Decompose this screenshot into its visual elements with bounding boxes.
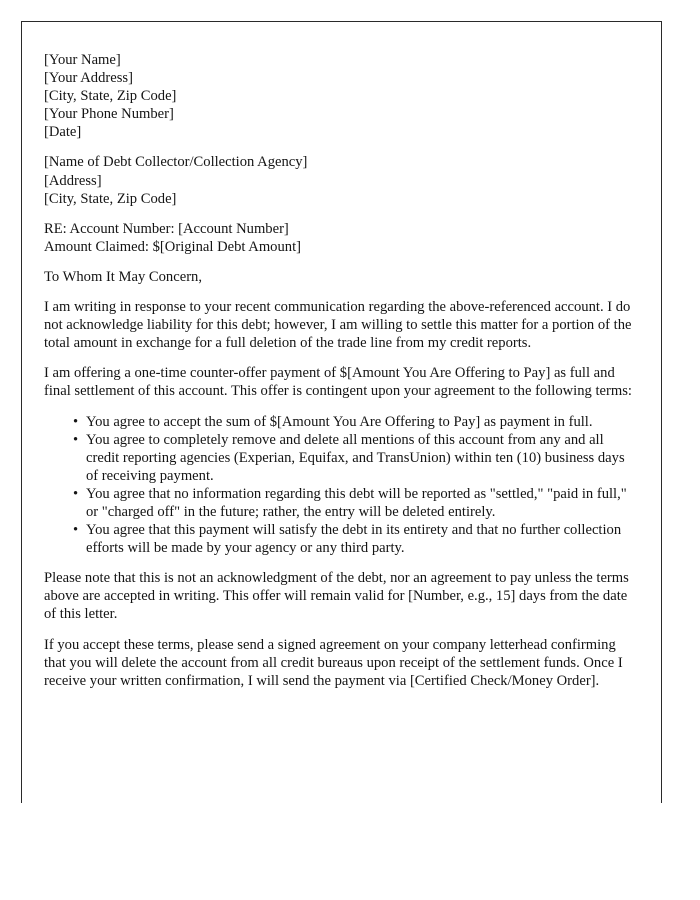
paragraph-intent: I am writing in response to your recent communication regarding the above-referenced account. I do not acknowledge liability for this debt; however, I am willing to settle this matter for a portion of the total amount in exchange for a full deletion of the trade line from my credit reports. — [44, 299, 632, 352]
reference-account-number: RE: Account Number: [Account Number] — [44, 220, 289, 237]
sender-address-block — [44, 51, 632, 141]
sender-name: [Your Name] — [44, 52, 121, 68]
paragraph-disclaimer: Please note that this is not an acknowledgment of the debt, nor an agreement to pay unless the terms above are accepted in writing. This offer will remain valid for [Number, e.g., 15] days from the date of this letter. — [44, 570, 629, 623]
letter-date: [Date] — [44, 124, 82, 141]
list-item: • You agree that no information regarding this debt will be reported as "settled," "paid in full," or "charged off" in the future; rather, the entry will be deleted entirely. — [73, 485, 632, 521]
salutation: To Whom It May Concern, — [44, 268, 202, 285]
paragraph-acceptance-instructions: If you accept these terms, please send a signed agreement on your company letterhead confirming that you will delete the account from all credit bureaus upon receipt of the settlement funds. Once I receive your written confirmation, I will send the payment via [Certified Check/Money Order]. — [44, 636, 623, 689]
list-item: • You agree to completely remove and delete all mentions of this account from any and all credit reporting agencies (Experian, Equifax, and TransUnion) within ten (10) business days of receiving payment. — [73, 431, 632, 485]
paragraph-offer: I am offering a one-time counter-offer payment of $[Amount You Are Offering to Pay] as full and final settlement of this account. This offer is contingent upon your agreement to the following terms: — [44, 365, 632, 400]
list-item: • You agree to accept the sum of $[Amount You Are Offering to Pay] as payment in full. — [73, 413, 632, 431]
recipient-street: [Address] — [44, 172, 102, 189]
letter-body — [44, 51, 632, 702]
sender-city-state-zip: [City, State, Zip Code] — [44, 88, 177, 105]
reference-block — [44, 220, 632, 256]
terms-list — [44, 413, 632, 558]
reference-amount-claimed: Amount Claimed: $[Original Debt Amount] — [44, 238, 301, 255]
sender-phone: [Your Phone Number] — [44, 106, 174, 123]
list-item: • You agree that this payment will satisfy the debt in its entirety and that no further collection efforts will be made by your agency or any third party. — [73, 521, 632, 557]
recipient-address-block — [44, 153, 632, 207]
document-page — [21, 21, 662, 803]
recipient-name: [Name of Debt Collector/Collection Agency] — [44, 154, 308, 171]
sender-street: [Your Address] — [44, 70, 133, 87]
recipient-city-state-zip: [City, State, Zip Code] — [44, 190, 177, 207]
